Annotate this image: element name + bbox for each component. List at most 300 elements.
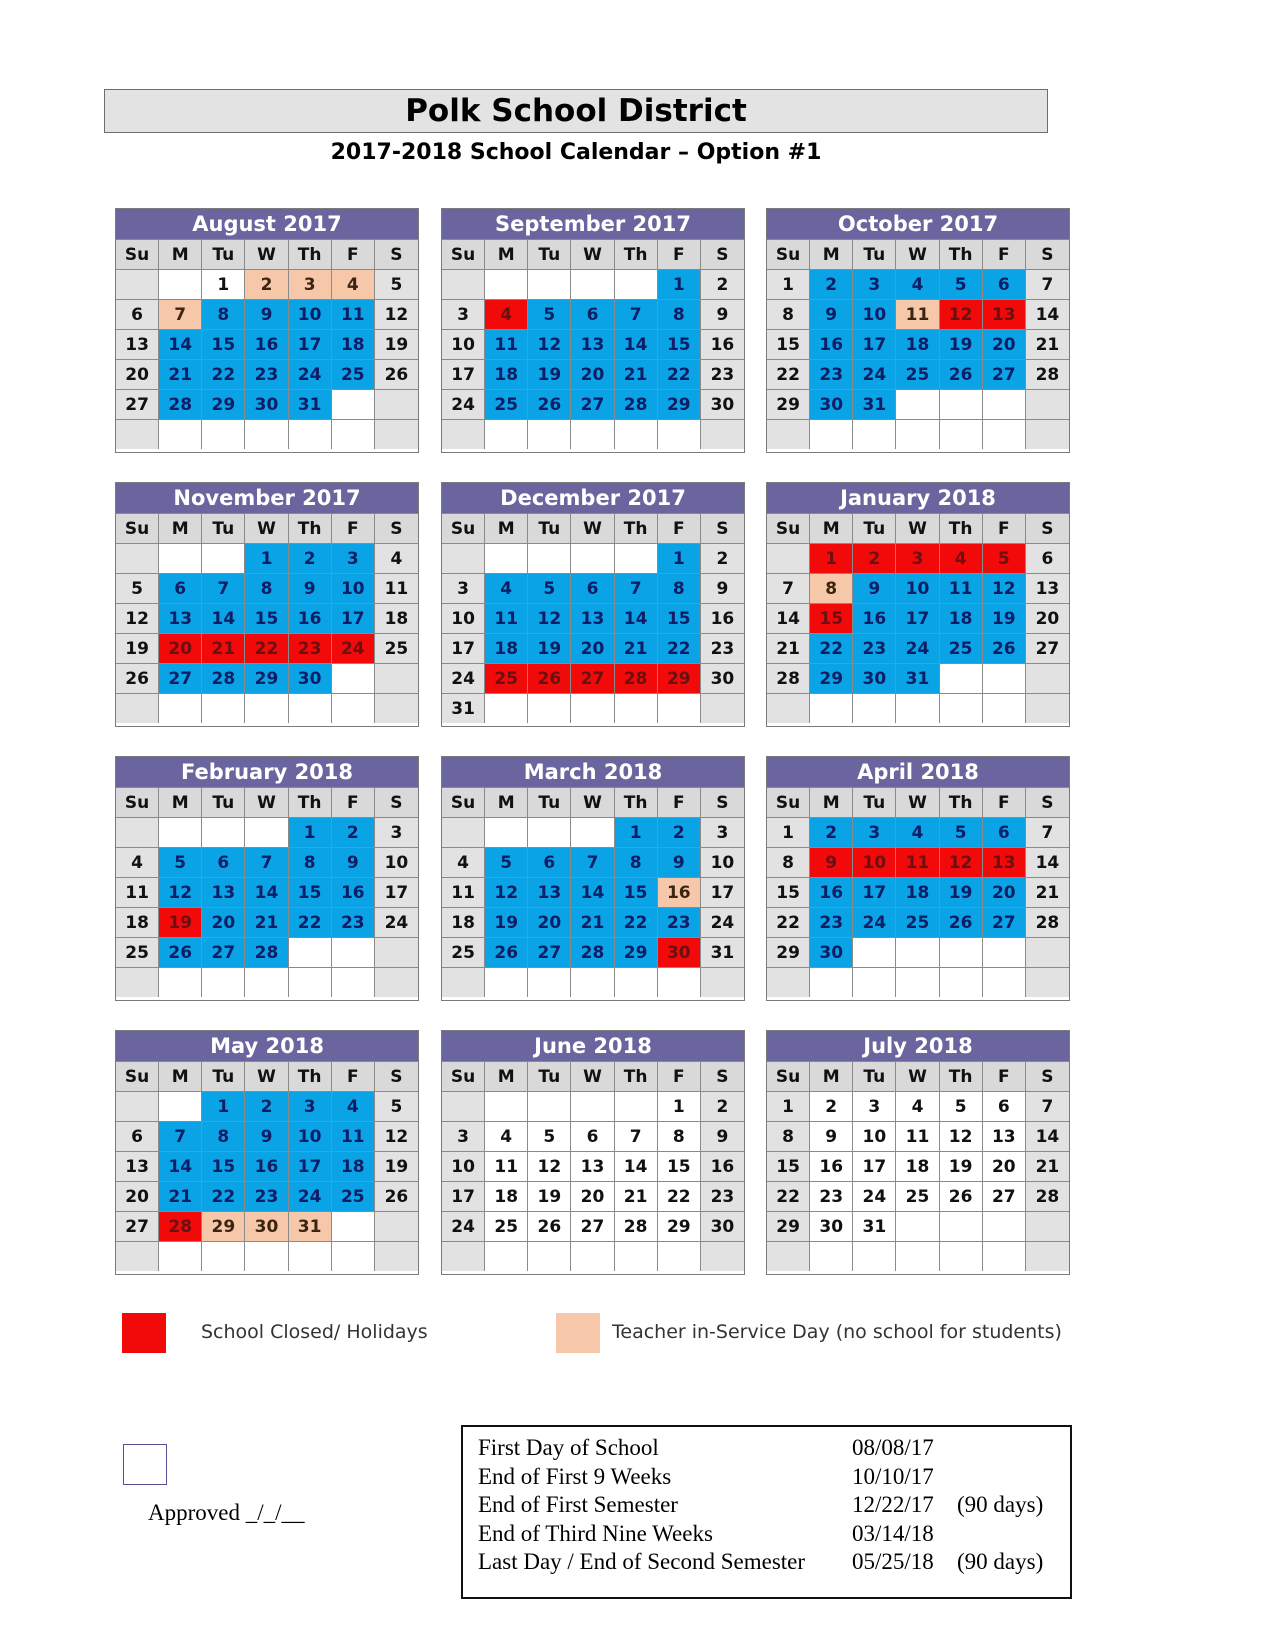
day-cell: 11 xyxy=(896,847,939,877)
day-cell: 12 xyxy=(940,1121,983,1151)
weekday-header: F xyxy=(658,787,701,817)
day-cell: 9 xyxy=(701,573,744,603)
day-cell: 4 xyxy=(896,817,939,847)
day-cell: 18 xyxy=(116,907,159,937)
day-cell xyxy=(983,693,1026,723)
inservice-swatch xyxy=(556,1313,600,1353)
day-cell: 9 xyxy=(245,299,288,329)
day-cell xyxy=(442,543,485,573)
day-cell: 19 xyxy=(528,633,571,663)
weekday-header: Su xyxy=(767,239,810,269)
day-cell: 12 xyxy=(159,877,202,907)
day-cell xyxy=(485,419,528,449)
weekday-header: W xyxy=(245,513,288,543)
weekday-header: Tu xyxy=(853,513,896,543)
weekday-header: W xyxy=(896,239,939,269)
day-cell: 7 xyxy=(202,573,245,603)
day-cell xyxy=(1026,693,1069,723)
day-cell: 21 xyxy=(159,1181,202,1211)
day-cell xyxy=(485,1091,528,1121)
day-cell xyxy=(332,389,375,419)
day-cell: 23 xyxy=(658,907,701,937)
day-cell: 2 xyxy=(289,543,332,573)
day-cell: 4 xyxy=(485,573,528,603)
weekday-header: Tu xyxy=(853,787,896,817)
day-cell: 10 xyxy=(896,573,939,603)
weekday-header: M xyxy=(810,239,853,269)
day-cell: 27 xyxy=(571,1211,614,1241)
day-cell: 25 xyxy=(896,907,939,937)
day-cell: 20 xyxy=(159,633,202,663)
day-cell: 17 xyxy=(332,603,375,633)
day-cell: 10 xyxy=(289,1121,332,1151)
day-cell: 10 xyxy=(853,1121,896,1151)
day-cell: 27 xyxy=(116,389,159,419)
day-cell: 13 xyxy=(983,1121,1026,1151)
day-cell: 12 xyxy=(940,299,983,329)
day-cell xyxy=(528,543,571,573)
day-cell: 12 xyxy=(116,603,159,633)
day-cell: 17 xyxy=(442,633,485,663)
key-date-note: (90 days) xyxy=(957,1492,1044,1517)
day-cell: 17 xyxy=(442,359,485,389)
day-cell xyxy=(442,269,485,299)
day-cell xyxy=(853,693,896,723)
weekday-header: Th xyxy=(289,787,332,817)
day-cell: 3 xyxy=(289,269,332,299)
day-cell: 22 xyxy=(810,633,853,663)
day-cell: 16 xyxy=(245,1151,288,1181)
day-cell: 21 xyxy=(615,1181,658,1211)
day-cell xyxy=(896,389,939,419)
day-cell: 27 xyxy=(983,907,1026,937)
weekday-header: Su xyxy=(767,787,810,817)
day-cell: 10 xyxy=(332,573,375,603)
key-date-row xyxy=(478,1548,1070,1577)
day-cell: 2 xyxy=(810,817,853,847)
day-cell: 13 xyxy=(202,877,245,907)
weekday-header: M xyxy=(159,239,202,269)
weekday-header: Su xyxy=(116,1061,159,1091)
day-cell: 4 xyxy=(116,847,159,877)
day-cell xyxy=(767,543,810,573)
day-cell xyxy=(853,937,896,967)
day-cell: 6 xyxy=(571,1121,614,1151)
day-cell xyxy=(1026,1211,1069,1241)
key-date-note: (90 days) xyxy=(957,1549,1044,1574)
day-cell xyxy=(375,967,418,997)
day-cell: 28 xyxy=(159,1211,202,1241)
day-cell: 21 xyxy=(245,907,288,937)
day-cell: 6 xyxy=(1026,543,1069,573)
weekday-header: Su xyxy=(116,513,159,543)
day-cell: 19 xyxy=(159,907,202,937)
weekday-header: Su xyxy=(767,1061,810,1091)
day-cell xyxy=(658,967,701,997)
day-cell: 24 xyxy=(853,907,896,937)
day-cell: 9 xyxy=(810,299,853,329)
day-cell xyxy=(1026,967,1069,997)
day-cell: 1 xyxy=(202,1091,245,1121)
weekday-header: Tu xyxy=(528,513,571,543)
day-cell: 27 xyxy=(983,359,1026,389)
day-cell: 1 xyxy=(245,543,288,573)
day-cell xyxy=(116,693,159,723)
day-cell: 23 xyxy=(332,907,375,937)
day-cell xyxy=(767,419,810,449)
day-cell: 3 xyxy=(375,817,418,847)
day-cell: 8 xyxy=(202,1121,245,1151)
weekday-header: Th xyxy=(615,239,658,269)
day-cell: 23 xyxy=(289,633,332,663)
day-cell xyxy=(375,663,418,693)
month-grid xyxy=(116,513,418,723)
day-cell xyxy=(332,1241,375,1271)
weekday-header: W xyxy=(245,787,288,817)
day-cell: 2 xyxy=(245,1091,288,1121)
day-cell: 21 xyxy=(571,907,614,937)
weekday-header: F xyxy=(983,513,1026,543)
weekday-header: M xyxy=(159,1061,202,1091)
day-cell: 5 xyxy=(528,1121,571,1151)
day-cell: 17 xyxy=(701,877,744,907)
month-3 xyxy=(766,208,1070,453)
day-cell: 28 xyxy=(615,663,658,693)
day-cell: 18 xyxy=(375,603,418,633)
day-cell: 27 xyxy=(983,1181,1026,1211)
day-cell: 24 xyxy=(853,359,896,389)
day-cell: 20 xyxy=(116,1181,159,1211)
month-grid xyxy=(116,239,418,449)
day-cell: 10 xyxy=(853,299,896,329)
day-cell xyxy=(983,1241,1026,1271)
day-cell: 1 xyxy=(615,817,658,847)
day-cell xyxy=(375,1211,418,1241)
weekday-header: Th xyxy=(615,513,658,543)
day-cell: 12 xyxy=(983,573,1026,603)
day-cell: 18 xyxy=(485,1181,528,1211)
day-cell: 7 xyxy=(159,1121,202,1151)
day-cell: 6 xyxy=(571,299,614,329)
day-cell: 3 xyxy=(442,573,485,603)
day-cell: 19 xyxy=(983,603,1026,633)
day-cell xyxy=(485,543,528,573)
weekday-header: S xyxy=(375,513,418,543)
day-cell: 8 xyxy=(767,847,810,877)
day-cell xyxy=(245,967,288,997)
key-date-row xyxy=(478,1520,1070,1549)
day-cell: 19 xyxy=(375,1151,418,1181)
day-cell: 28 xyxy=(1026,359,1069,389)
day-cell: 19 xyxy=(375,329,418,359)
day-cell: 9 xyxy=(245,1121,288,1151)
day-cell: 23 xyxy=(701,1181,744,1211)
day-cell xyxy=(289,693,332,723)
day-cell xyxy=(375,693,418,723)
day-cell: 12 xyxy=(375,299,418,329)
day-cell: 25 xyxy=(442,937,485,967)
day-cell: 3 xyxy=(442,299,485,329)
weekday-header: Th xyxy=(289,1061,332,1091)
day-cell: 18 xyxy=(485,359,528,389)
day-cell: 26 xyxy=(940,359,983,389)
day-cell xyxy=(983,967,1026,997)
day-cell: 10 xyxy=(442,1151,485,1181)
day-cell xyxy=(528,693,571,723)
day-cell: 6 xyxy=(116,299,159,329)
weekday-header: S xyxy=(701,239,744,269)
day-cell: 15 xyxy=(767,1151,810,1181)
weekday-header: Th xyxy=(615,787,658,817)
month-9 xyxy=(766,756,1070,1001)
day-cell: 19 xyxy=(528,1181,571,1211)
day-cell xyxy=(159,1091,202,1121)
month-title: August 2017 xyxy=(116,209,418,239)
day-cell xyxy=(767,693,810,723)
day-cell: 22 xyxy=(767,907,810,937)
day-cell: 7 xyxy=(1026,1091,1069,1121)
day-cell: 20 xyxy=(983,329,1026,359)
weekday-header: F xyxy=(658,513,701,543)
day-cell: 25 xyxy=(485,1211,528,1241)
day-cell: 31 xyxy=(853,389,896,419)
day-cell: 28 xyxy=(202,663,245,693)
day-cell: 14 xyxy=(767,603,810,633)
day-cell xyxy=(810,419,853,449)
weekday-header: Th xyxy=(289,239,332,269)
day-cell xyxy=(767,1241,810,1271)
day-cell: 24 xyxy=(289,359,332,389)
day-cell: 6 xyxy=(159,573,202,603)
inservice-legend-label: Teacher in-Service Day (no school for students) xyxy=(612,1321,1062,1343)
day-cell: 5 xyxy=(159,847,202,877)
day-cell xyxy=(159,1241,202,1271)
weekday-header: M xyxy=(159,787,202,817)
day-cell xyxy=(853,967,896,997)
day-cell: 20 xyxy=(983,877,1026,907)
day-cell xyxy=(571,967,614,997)
day-cell xyxy=(485,693,528,723)
day-cell xyxy=(1026,419,1069,449)
key-date-value: 08/08/17 xyxy=(852,1435,934,1460)
day-cell xyxy=(940,663,983,693)
day-cell xyxy=(983,389,1026,419)
day-cell: 13 xyxy=(571,329,614,359)
day-cell: 12 xyxy=(528,1151,571,1181)
day-cell: 3 xyxy=(896,543,939,573)
day-cell: 13 xyxy=(983,847,1026,877)
day-cell xyxy=(940,967,983,997)
day-cell: 6 xyxy=(571,573,614,603)
day-cell: 30 xyxy=(701,1211,744,1241)
day-cell: 25 xyxy=(940,633,983,663)
weekday-header: F xyxy=(332,239,375,269)
day-cell: 14 xyxy=(245,877,288,907)
month-grid xyxy=(767,1061,1069,1271)
month-4 xyxy=(115,482,419,727)
day-cell: 24 xyxy=(375,907,418,937)
day-cell: 28 xyxy=(615,1211,658,1241)
day-cell: 28 xyxy=(159,389,202,419)
day-cell: 26 xyxy=(940,907,983,937)
day-cell: 28 xyxy=(1026,1181,1069,1211)
month-title: November 2017 xyxy=(116,483,418,513)
day-cell: 16 xyxy=(289,603,332,633)
day-cell: 16 xyxy=(701,329,744,359)
weekday-header: Th xyxy=(615,1061,658,1091)
approval-checkbox[interactable] xyxy=(123,1444,167,1485)
day-cell: 18 xyxy=(940,603,983,633)
day-cell: 7 xyxy=(767,573,810,603)
day-cell: 13 xyxy=(571,1151,614,1181)
day-cell xyxy=(202,693,245,723)
day-cell: 26 xyxy=(983,633,1026,663)
month-grid xyxy=(767,513,1069,723)
day-cell: 6 xyxy=(202,847,245,877)
day-cell: 8 xyxy=(767,299,810,329)
day-cell: 1 xyxy=(289,817,332,847)
day-cell: 8 xyxy=(245,573,288,603)
weekday-header: S xyxy=(375,787,418,817)
day-cell: 21 xyxy=(767,633,810,663)
day-cell: 26 xyxy=(528,389,571,419)
weekday-header: M xyxy=(485,1061,528,1091)
day-cell: 20 xyxy=(571,359,614,389)
day-cell: 30 xyxy=(245,389,288,419)
month-title: April 2018 xyxy=(767,757,1069,787)
weekday-header: W xyxy=(571,513,614,543)
day-cell: 10 xyxy=(289,299,332,329)
day-cell: 17 xyxy=(375,877,418,907)
day-cell: 25 xyxy=(485,389,528,419)
day-cell: 27 xyxy=(528,937,571,967)
day-cell: 16 xyxy=(853,603,896,633)
day-cell xyxy=(528,1091,571,1121)
day-cell: 24 xyxy=(896,633,939,663)
day-cell: 24 xyxy=(442,1211,485,1241)
weekday-header: Su xyxy=(442,787,485,817)
day-cell: 23 xyxy=(810,907,853,937)
day-cell xyxy=(940,1211,983,1241)
day-cell xyxy=(485,817,528,847)
day-cell xyxy=(896,937,939,967)
day-cell: 15 xyxy=(202,1151,245,1181)
day-cell xyxy=(940,419,983,449)
day-cell: 2 xyxy=(853,543,896,573)
day-cell xyxy=(810,1241,853,1271)
day-cell xyxy=(615,419,658,449)
day-cell: 4 xyxy=(375,543,418,573)
month-2 xyxy=(441,208,745,453)
day-cell: 7 xyxy=(615,299,658,329)
day-cell xyxy=(615,1091,658,1121)
day-cell: 14 xyxy=(615,603,658,633)
weekday-header: F xyxy=(658,239,701,269)
day-cell: 4 xyxy=(485,299,528,329)
day-cell: 11 xyxy=(332,1121,375,1151)
month-6 xyxy=(766,482,1070,727)
weekday-header: Th xyxy=(940,1061,983,1091)
day-cell: 25 xyxy=(332,359,375,389)
day-cell xyxy=(159,693,202,723)
day-cell: 24 xyxy=(853,1181,896,1211)
day-cell: 30 xyxy=(810,1211,853,1241)
day-cell: 20 xyxy=(528,907,571,937)
day-cell xyxy=(116,967,159,997)
day-cell: 29 xyxy=(245,663,288,693)
weekday-header: Su xyxy=(116,239,159,269)
day-cell: 10 xyxy=(375,847,418,877)
day-cell: 2 xyxy=(701,1091,744,1121)
month-7 xyxy=(115,756,419,1001)
day-cell xyxy=(332,663,375,693)
day-cell: 22 xyxy=(658,1181,701,1211)
day-cell: 13 xyxy=(116,329,159,359)
day-cell: 4 xyxy=(940,543,983,573)
day-cell: 15 xyxy=(810,603,853,633)
key-date-value: 05/25/18 xyxy=(852,1549,934,1574)
day-cell xyxy=(375,389,418,419)
day-cell: 26 xyxy=(375,1181,418,1211)
weekday-header: W xyxy=(896,1061,939,1091)
day-cell: 18 xyxy=(896,1151,939,1181)
day-cell: 4 xyxy=(896,269,939,299)
day-cell: 19 xyxy=(485,907,528,937)
day-cell: 22 xyxy=(658,359,701,389)
key-date-label: End of Third Nine Weeks xyxy=(478,1520,713,1546)
day-cell: 25 xyxy=(896,359,939,389)
month-11 xyxy=(441,1030,745,1275)
day-cell: 29 xyxy=(615,937,658,967)
weekday-header: S xyxy=(701,513,744,543)
day-cell xyxy=(528,967,571,997)
day-cell xyxy=(571,269,614,299)
day-cell: 16 xyxy=(810,1151,853,1181)
month-title: January 2018 xyxy=(767,483,1069,513)
day-cell xyxy=(159,967,202,997)
weekday-header: M xyxy=(485,513,528,543)
day-cell: 22 xyxy=(767,1181,810,1211)
day-cell: 2 xyxy=(332,817,375,847)
day-cell: 17 xyxy=(853,1151,896,1181)
day-cell xyxy=(615,543,658,573)
day-cell: 11 xyxy=(896,299,939,329)
day-cell: 20 xyxy=(116,359,159,389)
day-cell: 3 xyxy=(853,1091,896,1121)
day-cell: 19 xyxy=(528,359,571,389)
day-cell xyxy=(615,693,658,723)
weekday-header: Su xyxy=(442,239,485,269)
closed-legend-label: School Closed/ Holidays xyxy=(201,1321,428,1343)
day-cell xyxy=(202,817,245,847)
day-cell: 29 xyxy=(658,1211,701,1241)
day-cell: 9 xyxy=(701,1121,744,1151)
day-cell: 15 xyxy=(289,877,332,907)
day-cell: 4 xyxy=(442,847,485,877)
day-cell: 2 xyxy=(810,269,853,299)
day-cell: 2 xyxy=(245,269,288,299)
day-cell: 18 xyxy=(442,907,485,937)
day-cell: 16 xyxy=(701,603,744,633)
day-cell xyxy=(983,419,1026,449)
month-12 xyxy=(766,1030,1070,1275)
day-cell: 30 xyxy=(810,389,853,419)
day-cell: 22 xyxy=(767,359,810,389)
weekday-header: F xyxy=(983,239,1026,269)
day-cell: 27 xyxy=(571,663,614,693)
day-cell xyxy=(896,1241,939,1271)
day-cell: 10 xyxy=(442,603,485,633)
